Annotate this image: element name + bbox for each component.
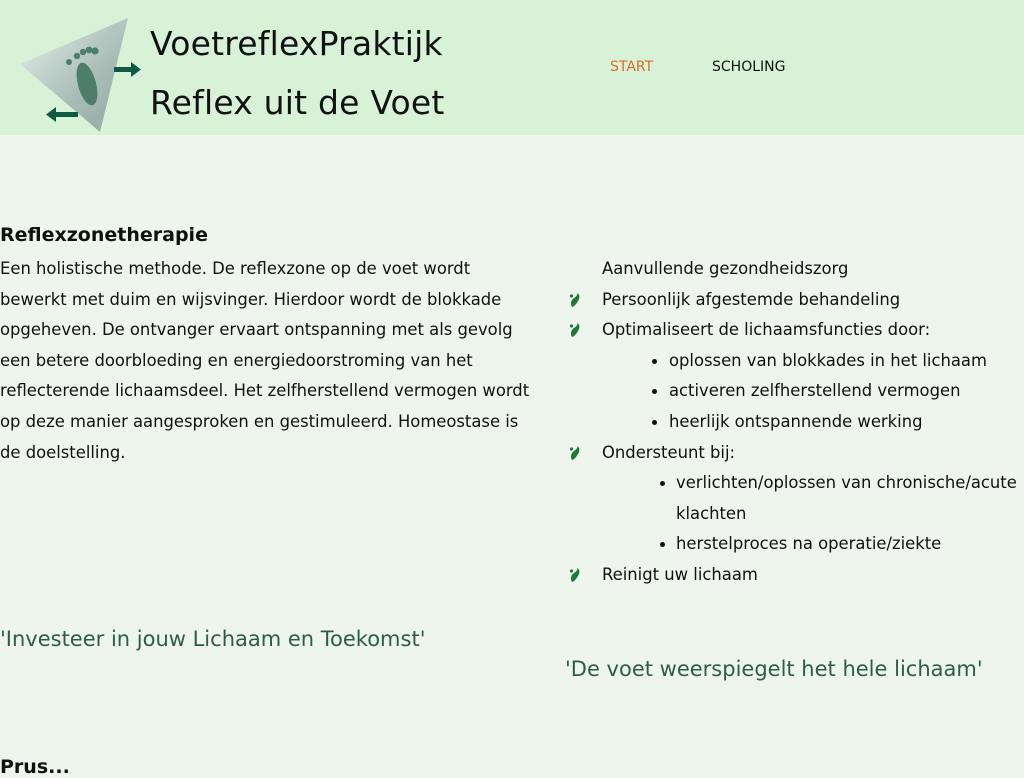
feature-item (566, 285, 1024, 316)
sub-list-item: heerlijk ontspannende werking (566, 407, 1024, 438)
sub-list (566, 468, 1024, 560)
site-header (0, 0, 1024, 135)
feature-label: Persoonlijk afgestemde behandeling (602, 289, 901, 309)
feature-item (566, 438, 1024, 469)
sub-list-item: herstelproces na operatie/ziekte (566, 529, 1024, 560)
feature-label: Reinigt uw lichaam (602, 564, 758, 584)
feature-item (566, 254, 1024, 285)
next-section-title: Prus... (0, 756, 70, 778)
sub-list-item: activeren zelfherstellend vermogen (566, 376, 1024, 407)
sub-list (566, 346, 1024, 438)
quote-left: 'Investeer in jouw Lichaam en Toekomst' (0, 627, 426, 651)
site-subtitle: Reflex uit de Voet (150, 83, 445, 122)
sub-list-item: verlichten/oplossen van chronische/acute klachten (566, 468, 1024, 529)
feature-label: Ondersteunt bij: (602, 442, 736, 462)
feature-label: Optimaliseert de lichaamsfuncties door: (602, 320, 931, 340)
nav-scholing-link[interactable]: SCHOLING (712, 59, 786, 75)
feature-label: Aanvullende gezondheidszorg (602, 259, 849, 278)
foot-bullet-icon (568, 567, 582, 583)
section-title: Reflexzonetherapie (0, 224, 208, 246)
feature-item (566, 315, 1024, 346)
site-title: VoetreflexPraktijk (150, 24, 443, 63)
sub-list-item: oplossen van blokkades in het lichaam (566, 346, 1024, 377)
foot-bullet-icon (568, 445, 582, 461)
intro-paragraph: Een holistische methode. De reflexzone op de voet wordt bewerkt met duim en wijsvinger. Hierdoor wordt de blokkade opgeheven. De ontvanger ervaart ontspanning met als gevolg een betere doorbloeding en energiedoorstroming van het reflecterende lichaamsdeel. Het zelfherstellend vermogen wordt op deze manier aangesproken en gestimuleerd. Homeostase is de doelstelling. (0, 259, 530, 462)
nav-start-link[interactable]: START (610, 59, 654, 75)
quote-right: 'De voet weerspiegelt het hele lichaam' (565, 657, 983, 681)
foot-bullet-icon (568, 292, 582, 308)
feature-item (566, 560, 1024, 591)
foot-bullet-icon (568, 322, 582, 338)
foot-triangle-logo-icon[interactable] (14, 14, 146, 136)
feature-list (566, 254, 1024, 591)
